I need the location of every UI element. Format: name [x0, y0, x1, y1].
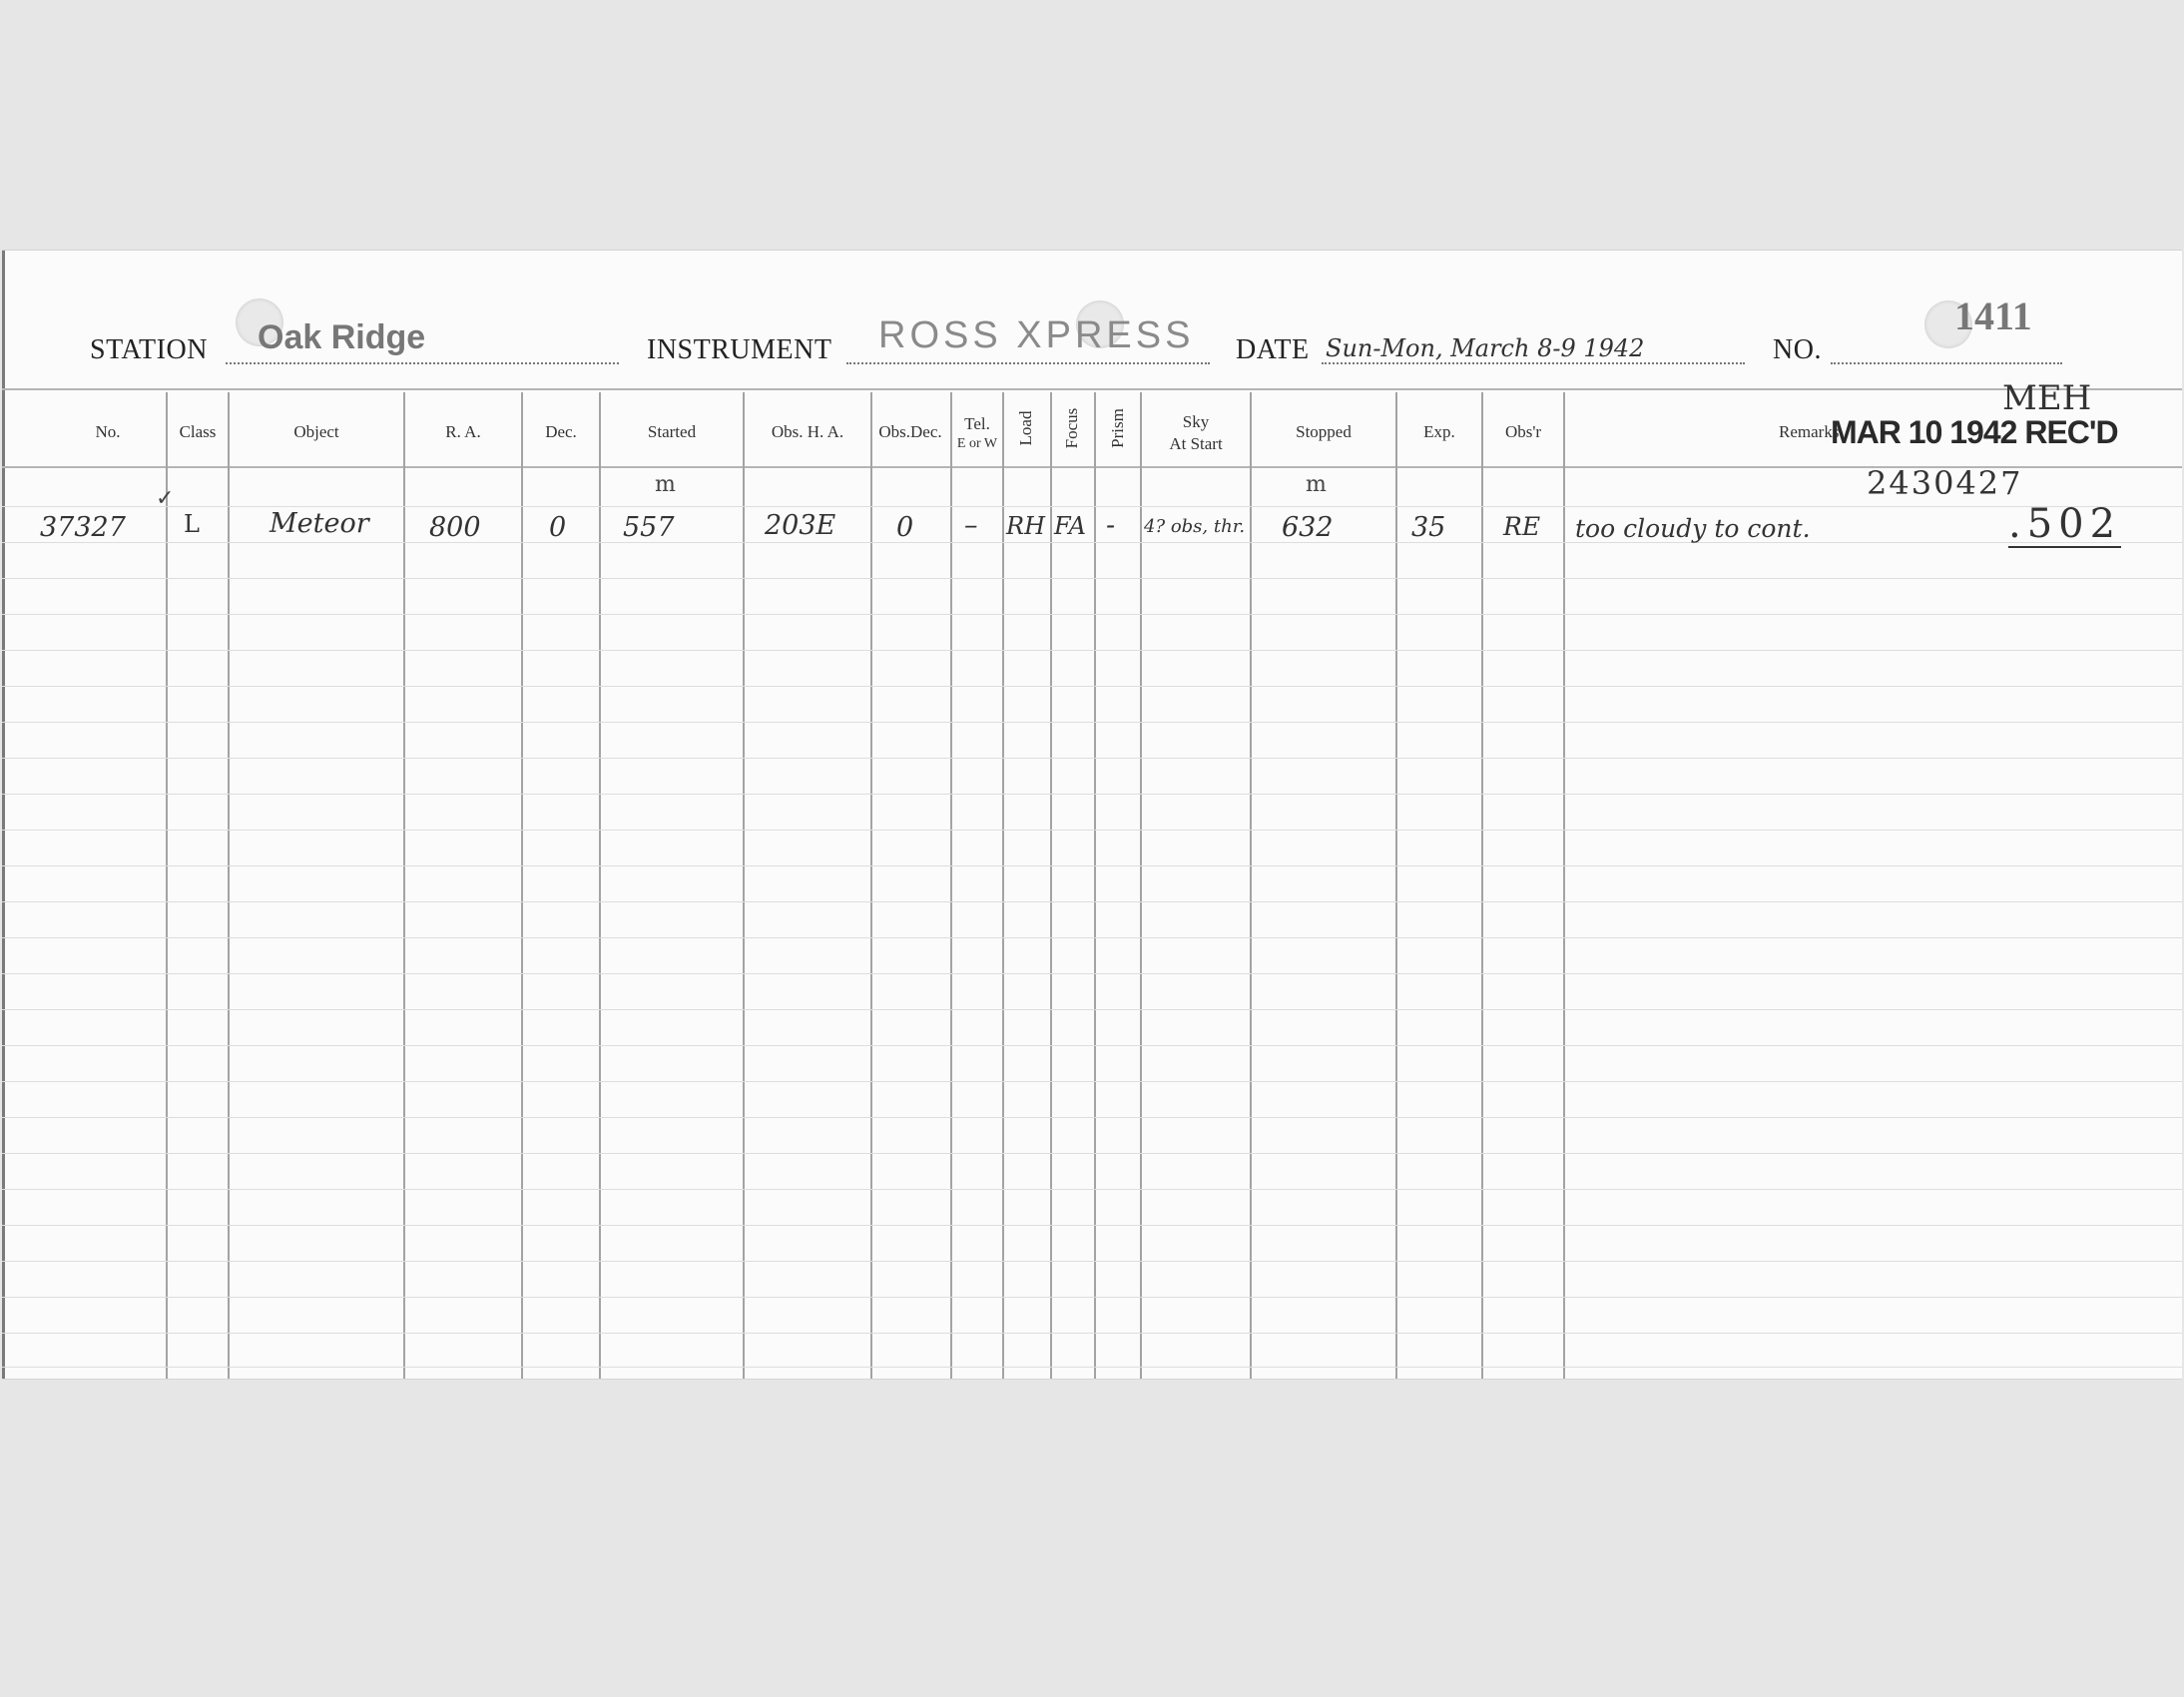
ruled-line [2, 973, 2182, 974]
ruled-line [2, 1261, 2182, 1262]
column-divider [1481, 392, 1483, 1379]
row-object: Meteor [270, 508, 369, 539]
ruled-line [2, 686, 2182, 687]
column-divider [1250, 392, 1252, 1379]
row-obs-ha: 203E [765, 510, 836, 541]
ruled-line [2, 650, 2182, 651]
date-value: Sun-Mon, March 8-9 1942 [1326, 334, 1645, 362]
column-divider [743, 392, 745, 1379]
check-mark-icon: ✓ [156, 486, 175, 511]
col-header-remarks: Remarks [1779, 422, 1840, 441]
ruled-line [2, 1189, 2182, 1190]
station-dotted-line [226, 362, 619, 364]
col-header-e-or-w: E or W [956, 436, 998, 451]
row-no: 37327 [40, 512, 126, 543]
row-dec: 0 [549, 512, 567, 543]
initials-note: MEH [2002, 378, 2092, 418]
julian-date-note: 2430427 [1867, 464, 2023, 502]
no-dotted-line [1831, 362, 2062, 364]
col-header-dec: Dec. [545, 422, 577, 441]
no-label: NO. [1773, 334, 1822, 365]
ruled-line [2, 1367, 2182, 1368]
ruled-line [2, 758, 2182, 759]
station-value: Oak Ridge [258, 318, 426, 356]
stopped-unit-mark: m [1306, 472, 1327, 497]
col-header-sky: Sky [1182, 412, 1210, 431]
row-obsr: RE [1503, 512, 1541, 541]
ruled-line [2, 1297, 2182, 1298]
col-header-started: Started [647, 422, 697, 441]
row-remarks: too cloudy to cont. [1575, 514, 1811, 543]
date-label: DATE [1236, 334, 1310, 365]
fraction-note: .502 [2008, 501, 2122, 547]
plate-number: 1411 [1954, 293, 2032, 338]
row-focus: FA [1054, 512, 1086, 540]
col-header-exp: Exp. [1423, 422, 1455, 441]
instrument-label: INSTRUMENT [647, 334, 832, 365]
col-header-at-start: At Start [1169, 434, 1223, 453]
column-divider [1140, 392, 1142, 1379]
ruled-line [2, 1045, 2182, 1046]
card-edge [2, 251, 5, 1379]
row-tel: – [964, 510, 978, 541]
ruled-line [2, 1009, 2182, 1010]
column-divider [1050, 392, 1052, 1379]
instrument-value: ROSS XPRESS [878, 314, 1195, 356]
col-header-prism: Prism [1108, 408, 1127, 448]
column-divider [950, 392, 952, 1379]
ruled-line [2, 937, 2182, 938]
column-divider [1395, 392, 1397, 1379]
col-header-obs-dec: Obs.Dec. [878, 422, 942, 441]
started-unit-mark: m [655, 472, 676, 497]
row-obs-dec: 0 [896, 512, 914, 543]
col-header-obsr: Obs'r [1504, 422, 1542, 441]
received-stamp: MAR 10 1942 REC'D [1831, 414, 2118, 450]
col-header-focus: Focus [1062, 407, 1081, 449]
column-divider [1002, 392, 1004, 1379]
col-header-stopped: Stopped [1296, 422, 1352, 441]
col-header-load: Load [1016, 410, 1035, 446]
column-divider [599, 392, 601, 1379]
ruled-line [2, 794, 2182, 795]
column-divider [870, 392, 872, 1379]
plate-record-card [2, 250, 2182, 1380]
col-header-ra: R. A. [445, 422, 481, 441]
ruled-line [2, 830, 2182, 831]
row-stopped: 632 [1282, 512, 1334, 543]
ruled-line [2, 1153, 2182, 1154]
col-header-class: Class [179, 422, 217, 441]
ruled-line [2, 1225, 2182, 1226]
ruled-line [2, 506, 2182, 507]
ruled-line [2, 1117, 2182, 1118]
ruled-line [2, 1081, 2182, 1082]
column-divider [228, 392, 230, 1379]
row-ra: 800 [429, 512, 481, 543]
header-rule [2, 388, 2182, 390]
row-prism: - [1106, 510, 1116, 541]
row-load: RH [1006, 512, 1045, 540]
col-header-object: Object [293, 422, 339, 441]
column-divider [166, 392, 168, 1379]
ruled-line [2, 865, 2182, 866]
instrument-dotted-line [846, 362, 1210, 364]
date-dotted-line [1322, 362, 1745, 364]
column-header-rule [2, 466, 2182, 468]
ruled-line [2, 901, 2182, 902]
row-class: L [184, 510, 200, 538]
column-divider [1094, 392, 1096, 1379]
column-divider [521, 392, 523, 1379]
ruled-line [2, 578, 2182, 579]
row-started: 557 [623, 512, 675, 543]
ruled-line [2, 614, 2182, 615]
station-label: STATION [90, 334, 208, 365]
ruled-line [2, 542, 2182, 543]
column-divider [1563, 392, 1565, 1379]
row-sky: 4? obs, thr. [1144, 516, 1246, 537]
ruled-line [2, 1333, 2182, 1334]
row-exp: 35 [1411, 512, 1446, 543]
ruled-line [2, 722, 2182, 723]
column-divider [403, 392, 405, 1379]
col-header-obs-ha: Obs. H. A. [771, 422, 844, 441]
col-header-no: No. [95, 422, 121, 441]
col-header-tel: Tel. [964, 414, 990, 433]
